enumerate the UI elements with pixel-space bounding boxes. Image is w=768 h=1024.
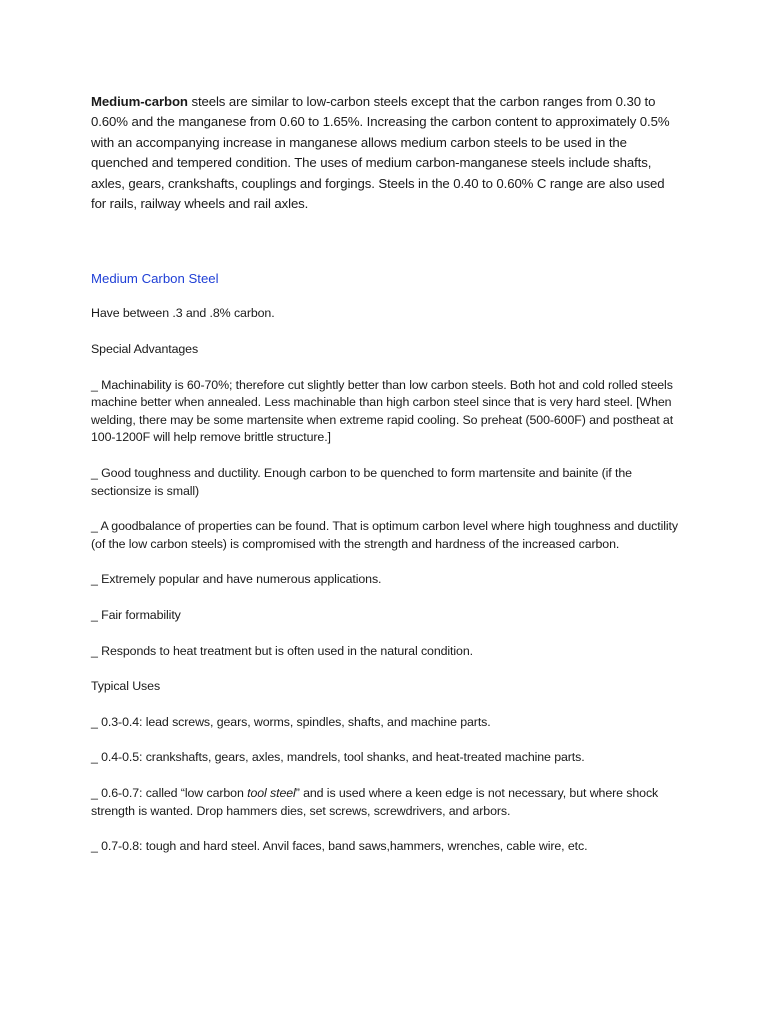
use-item-0-7: _ 0.7-0.8: tough and hard steel. Anvil faces, band saws,hammers, wrenches, cable wire, etc. <box>91 839 588 854</box>
intro-text: steels are similar to low-carbon steels except that the carbon ranges from 0.30 to 0.60% and the manganese from 0.60 to 1.65%. Increasing the carbon content to approximately 0.5% with an accompanying increase in manganese allows medium carbon steels to be used in the quenched and tempered condition. The uses of medium carbon-manganese steels include shafts, axles, gears, crankshafts, couplings and forgings. Steels in the 0.40 to 0.60% C range are also used for rails, railway wheels and rail axles. <box>91 94 670 212</box>
use-item-0-6 <box>91 785 681 820</box>
use-item-0-4: _ 0.4-0.5: crankshafts, gears, axles, mandrels, tool shanks, and heat-treated machine parts. <box>91 750 585 765</box>
advantage-item-machinability: _ Machinability is 60-70%; therefore cut slightly better than low carbon steels. Both hot and cold rolled steels machine better when annealed. Less machinable than high carbon steel since that is very hard steel. [When welding, there may be some martensite when extreme rapid cooling. So preheat (500-600F) and postheat at 100-1200F will help remove brittle structure.] <box>91 377 674 445</box>
advantage-item-balance: _ A goodbalance of properties can be found. That is optimum carbon level where high toughness and ductility (of the low carbon steels) is compromised with the strength and hardness of the increased carbon. <box>91 519 678 551</box>
advantage-item-formability: _ Fair formability <box>91 607 181 622</box>
advantage-item-toughness: _ Good toughness and ductility. Enough carbon to be quenched to form martensite and bainite (if the sectionsize is small) <box>91 466 632 498</box>
advantages-heading: Special Advantages <box>91 342 199 357</box>
intro-paragraph <box>91 92 681 214</box>
use-item-0-6-after: ” and is used where a keen edge is not necessary, but where shock strength is wanted. Drop hammers dies, set screws, screwdrivers, and arbors. <box>91 785 659 818</box>
advantage-item-popular: _ Extremely popular and have numerous applications. <box>91 572 382 587</box>
section-title: Medium Carbon Steel <box>91 271 219 287</box>
use-item-0-6-before: _ 0.6-0.7: called “low carbon <box>91 785 248 800</box>
advantage-item-heat-treatment: _ Responds to heat treatment but is often used in the natural condition. <box>91 643 473 658</box>
uses-heading: Typical Uses <box>91 679 161 694</box>
use-item-0-3: _ 0.3-0.4: lead screws, gears, worms, spindles, shafts, and machine parts. <box>91 714 491 729</box>
carbon-range-text: Have between .3 and .8% carbon. <box>91 306 275 321</box>
intro-lead-term: Medium-carbon <box>91 94 188 109</box>
use-item-0-6-italic: tool steel <box>247 785 296 800</box>
document-page <box>91 92 681 856</box>
